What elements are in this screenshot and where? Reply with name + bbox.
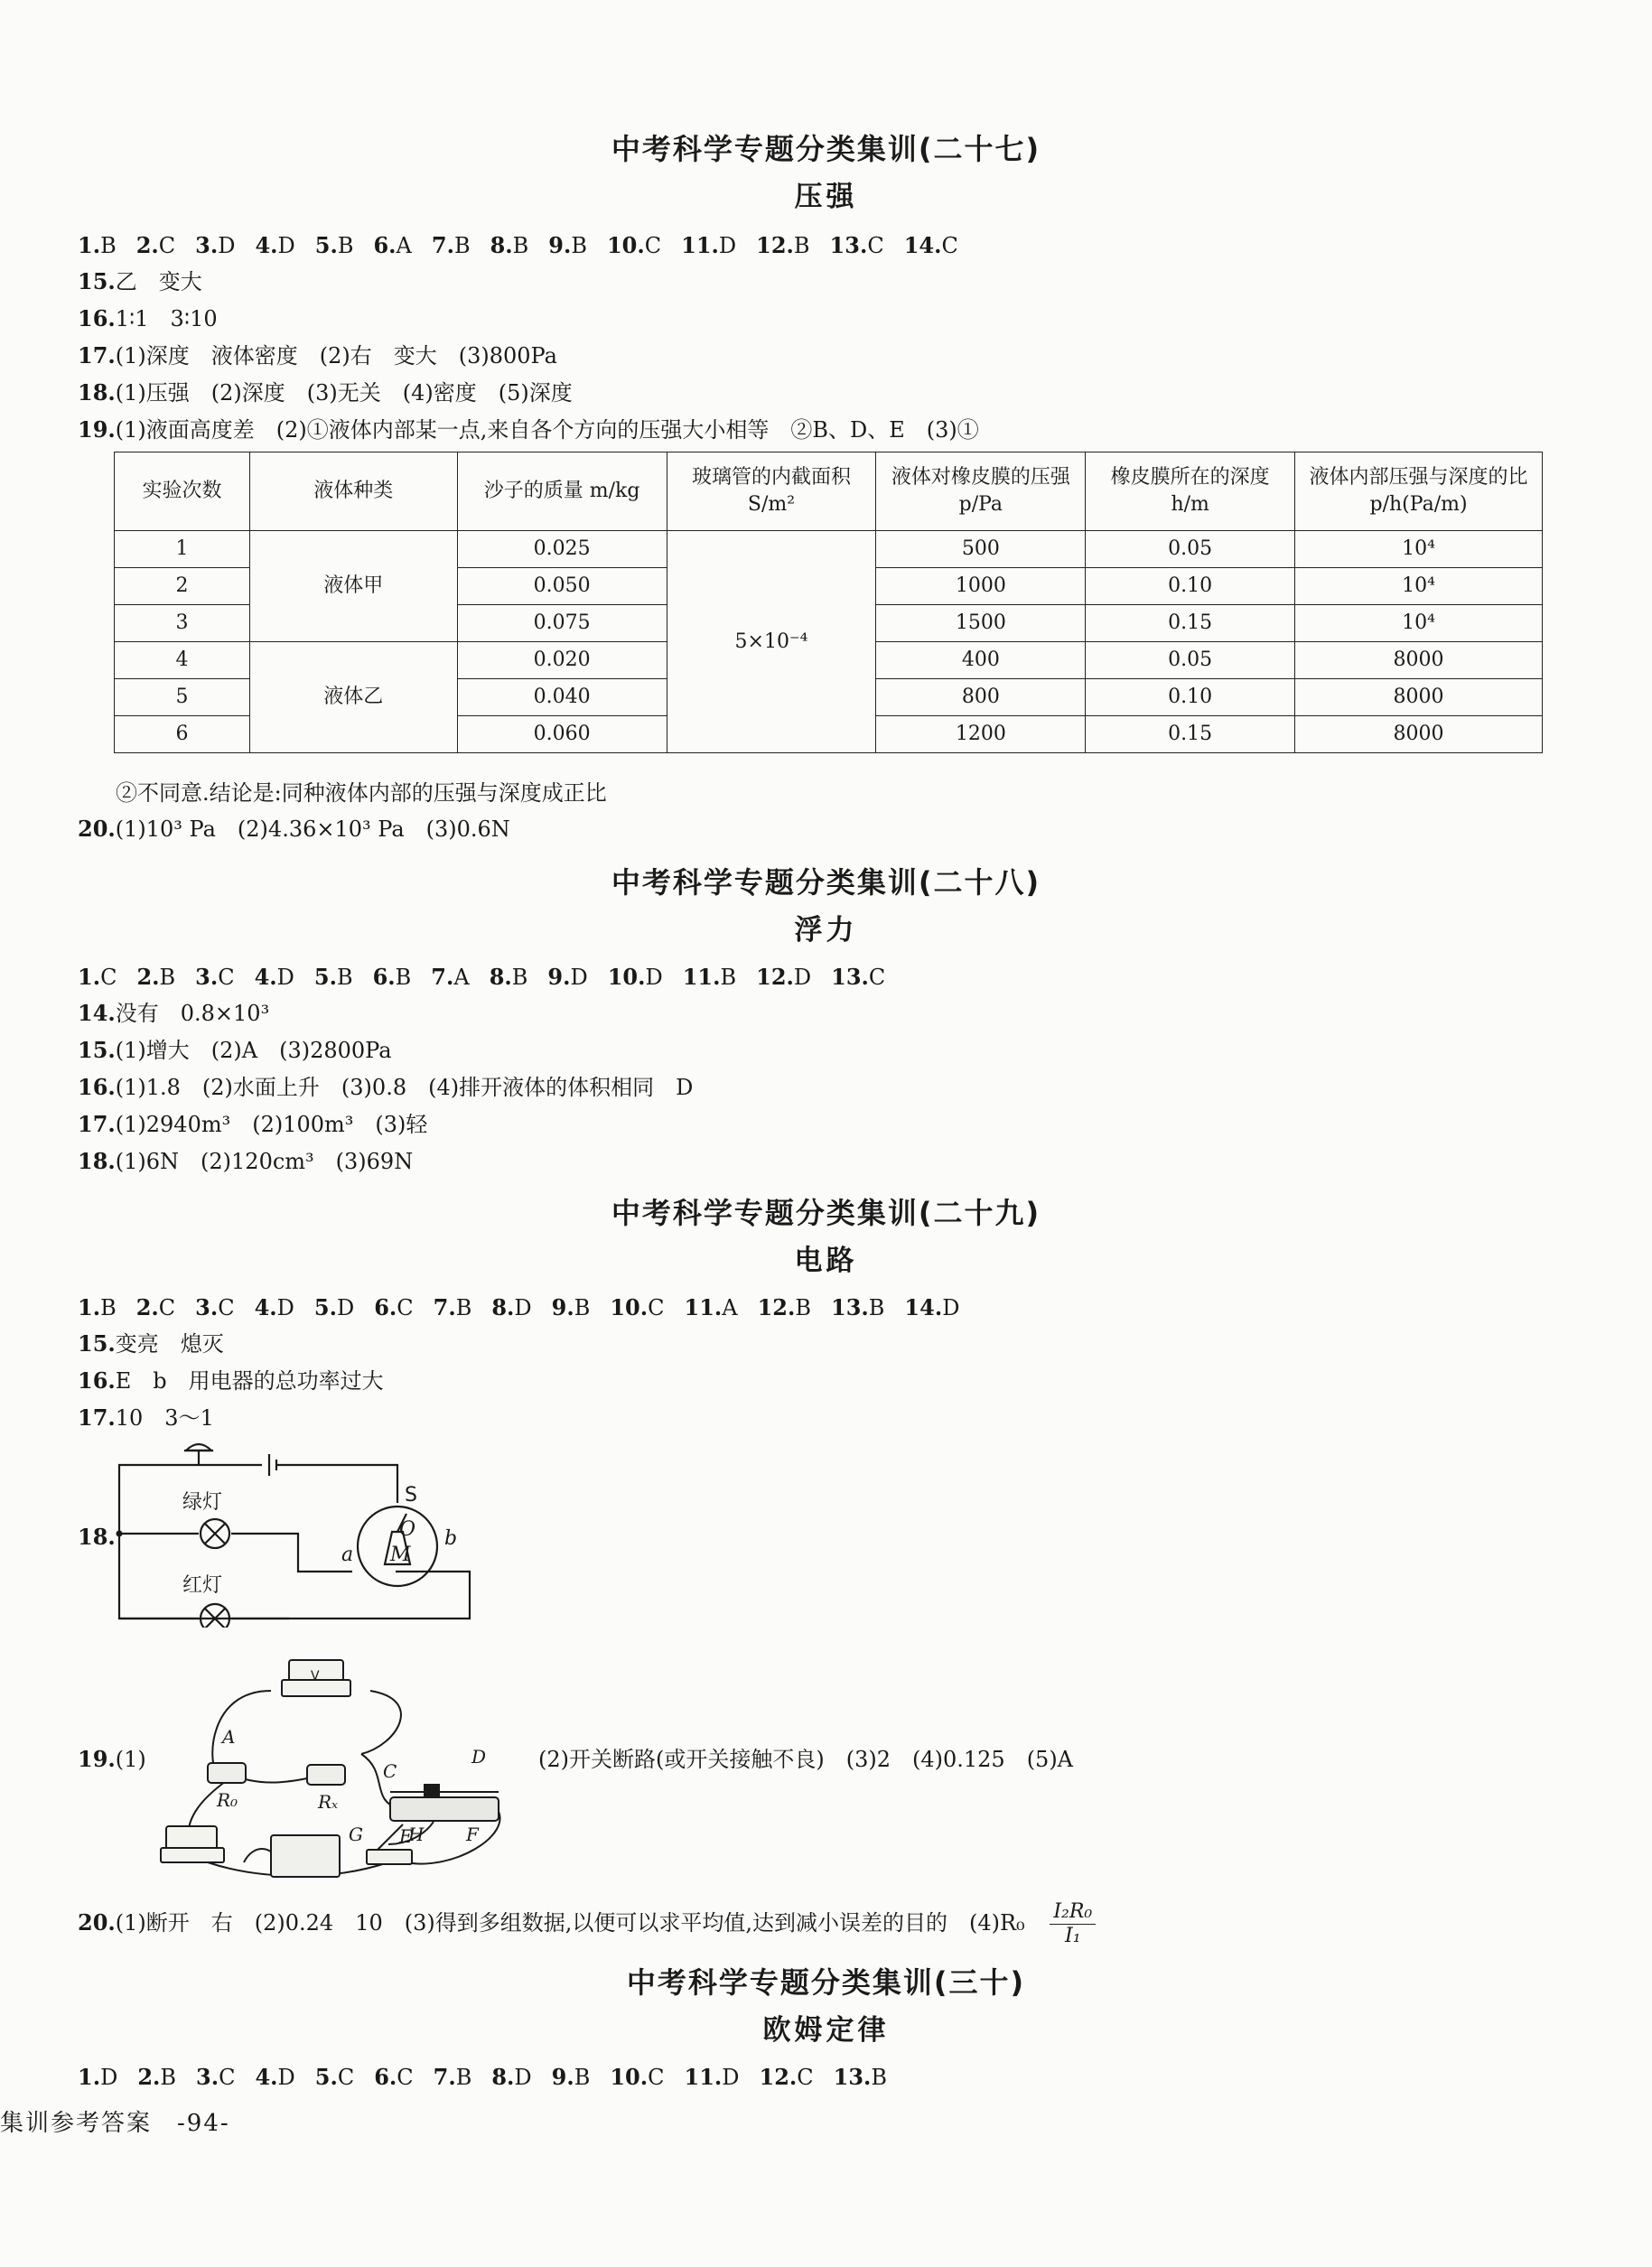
table-cell: 1200 bbox=[876, 716, 1086, 753]
answer-27-15 bbox=[78, 267, 202, 296]
mc-answer bbox=[756, 963, 811, 992]
question-number: 20. bbox=[78, 1909, 116, 1936]
mc-answer bbox=[78, 963, 117, 992]
answer-letter: A bbox=[453, 965, 470, 990]
answer-text: (1)6N (2)120cm³ (3)69N bbox=[115, 1149, 414, 1174]
section-title-28: 中考科学专题分类集训(二十八) bbox=[611, 865, 1041, 900]
answer-letter: B bbox=[455, 1295, 472, 1320]
answer-text: E b 用电器的总功率过大 bbox=[115, 1368, 384, 1394]
switch-label: S bbox=[405, 1484, 417, 1507]
answer-28-16 bbox=[78, 1073, 693, 1102]
mc-answer bbox=[490, 231, 529, 260]
mc-answers-29 bbox=[78, 1293, 979, 1322]
answer-letter: B bbox=[512, 233, 529, 258]
question-number: 19. bbox=[78, 416, 116, 443]
mc-answer bbox=[431, 963, 469, 992]
rheostat-icon bbox=[390, 1785, 499, 1821]
answer-letter: D bbox=[645, 965, 663, 990]
section-subtitle-29: 电路 bbox=[794, 1245, 858, 1277]
green-light-label: 绿灯 bbox=[182, 1491, 223, 1514]
question-number: 11. bbox=[684, 1294, 723, 1320]
mc-answer bbox=[137, 2063, 176, 2092]
question-number: 3. bbox=[196, 2064, 219, 2090]
point-c-label: C bbox=[383, 1760, 397, 1782]
question-number: 4. bbox=[254, 964, 277, 990]
section-subtitle-30: 欧姆定律 bbox=[762, 2014, 890, 2047]
table-header: 液体内部压强与深度的比 p/h(Pa/m) bbox=[1295, 452, 1543, 531]
question-number: 14. bbox=[904, 1294, 943, 1320]
answer-letter: C bbox=[337, 2065, 355, 2090]
answer-letter: C bbox=[867, 233, 884, 258]
mc-answer bbox=[491, 2063, 531, 2092]
table-cell: 2 bbox=[115, 568, 250, 605]
answer-letter: C bbox=[158, 233, 176, 258]
question-number: 6. bbox=[372, 964, 396, 990]
question-number: 6. bbox=[374, 2064, 397, 2090]
mc-answer bbox=[373, 231, 411, 260]
answer-letter: B bbox=[795, 1295, 812, 1320]
question-number: 2. bbox=[137, 2064, 161, 2090]
voltmeter-label: V bbox=[311, 1669, 320, 1684]
green-lamp-icon bbox=[201, 1519, 229, 1548]
mc-answer bbox=[255, 1293, 294, 1322]
table-cell-liquid: 液体乙 bbox=[249, 642, 457, 753]
question-number: 3. bbox=[195, 964, 219, 990]
answer-letter: C bbox=[100, 965, 117, 990]
answer-letter: B bbox=[100, 233, 117, 258]
answer-letter: C bbox=[397, 1295, 414, 1320]
answer-letter: B bbox=[453, 233, 471, 258]
answer-27-17 bbox=[78, 341, 557, 370]
table-cell: 0.020 bbox=[457, 642, 667, 679]
mc-answer bbox=[547, 963, 587, 992]
table-cell: 10⁴ bbox=[1295, 605, 1543, 642]
answer-28-14 bbox=[78, 999, 269, 1028]
answer-letter: A bbox=[396, 233, 412, 258]
question-number: 9. bbox=[547, 964, 571, 990]
mc-answer bbox=[552, 2063, 591, 2092]
resistor-rx-icon bbox=[307, 1765, 345, 1785]
question-number: 15. bbox=[78, 268, 116, 294]
answer-letter: D bbox=[793, 965, 812, 990]
question-number: 16. bbox=[78, 1367, 116, 1394]
experiment-apparatus-drawing bbox=[154, 1637, 524, 1882]
question-number: 4. bbox=[254, 1294, 277, 1320]
question-number: 10. bbox=[610, 1294, 649, 1320]
answer-letter: C bbox=[797, 2065, 814, 2090]
mc-answer bbox=[255, 231, 294, 260]
mc-answer bbox=[136, 231, 175, 260]
red-light-label: 红灯 bbox=[182, 1574, 223, 1597]
table-cell: 0.050 bbox=[457, 568, 667, 605]
mc-answer bbox=[195, 963, 234, 992]
question-number: 18. bbox=[78, 379, 116, 406]
question-number: 2. bbox=[135, 1294, 159, 1320]
question-number: 10. bbox=[607, 964, 646, 990]
question-number: 11. bbox=[681, 232, 719, 258]
question-number: 7. bbox=[431, 964, 454, 990]
mc-answer bbox=[548, 231, 587, 260]
answer-text: 没有 0.8×10³ bbox=[115, 1001, 270, 1026]
table-cell: 0.060 bbox=[457, 716, 667, 753]
answer-letter: B bbox=[395, 965, 412, 990]
table-cell-liquid: 液体甲 bbox=[249, 531, 457, 642]
table-header: 液体种类 bbox=[249, 452, 457, 531]
answer-29-19-rest: (2)开关断路(或开关接触不良) (3)2 (4)0.125 (5)A bbox=[538, 1747, 1074, 1772]
table-cell: 0.05 bbox=[1086, 642, 1295, 679]
question-number: 13. bbox=[829, 232, 868, 258]
question-number: 13. bbox=[831, 964, 869, 990]
table-cell: 6 bbox=[115, 716, 250, 753]
answer-text: (1)2940m³ (2)100m³ (3)轻 bbox=[115, 1112, 428, 1137]
answer-29-20 bbox=[78, 1900, 1096, 1948]
answer-letter: D bbox=[277, 2065, 295, 2090]
rx-label: Rₓ bbox=[318, 1791, 339, 1813]
table-cell: 0.025 bbox=[457, 531, 667, 568]
mc-answer bbox=[195, 231, 235, 260]
experiment-table bbox=[114, 452, 1543, 753]
table-cell: 10⁴ bbox=[1295, 568, 1543, 605]
question-number: 9. bbox=[548, 232, 572, 258]
section-title-29: 中考科学专题分类集训(二十九) bbox=[611, 1196, 1041, 1230]
resistor-r0-icon bbox=[208, 1763, 246, 1783]
junction-dot bbox=[117, 1531, 123, 1537]
mc-answer bbox=[432, 231, 471, 260]
table-cell: 1500 bbox=[876, 605, 1086, 642]
question-number: 7. bbox=[433, 1294, 456, 1320]
question-number: 2. bbox=[136, 964, 160, 990]
question-number: 5. bbox=[313, 1294, 337, 1320]
question-number: 8. bbox=[491, 1294, 515, 1320]
mc-answer bbox=[685, 2063, 740, 2092]
section-subtitle-28: 浮力 bbox=[794, 914, 858, 947]
question-number: 6. bbox=[374, 1294, 397, 1320]
mc-answer bbox=[434, 1293, 472, 1322]
answer-letter: D bbox=[718, 233, 737, 258]
table-cell: 10⁴ bbox=[1295, 531, 1543, 568]
answer-text: (1)断开 右 (2)0.24 10 (3)得到多组数据,以便可以求平均值,达到减小误差的目的 (4)R₀ bbox=[115, 1910, 1025, 1936]
answer-letter: B bbox=[337, 233, 354, 258]
answer-text: 10 3～1 bbox=[115, 1405, 214, 1431]
table-row bbox=[115, 531, 1543, 568]
answer-letter: B bbox=[100, 1295, 117, 1320]
question-number: 3. bbox=[195, 1294, 219, 1320]
mc-answer bbox=[904, 231, 958, 260]
answer-letter: B bbox=[574, 2065, 591, 2090]
section-subtitle-27: 压强 bbox=[794, 181, 858, 213]
mc-answer bbox=[315, 2063, 354, 2092]
question-number: 13. bbox=[833, 2064, 872, 2090]
question-number: 12. bbox=[759, 2064, 798, 2090]
mc-answer bbox=[758, 1293, 811, 1322]
mc-answer bbox=[434, 2063, 472, 2092]
mc-answer bbox=[834, 2063, 887, 2092]
answer-letter: B bbox=[571, 233, 587, 258]
point-h-label: H bbox=[408, 1824, 425, 1845]
table-cell-area: 5×10⁻⁴ bbox=[667, 531, 876, 753]
table-cell: 1 bbox=[115, 531, 250, 568]
table-cell: 500 bbox=[876, 531, 1086, 568]
mc-answer bbox=[490, 963, 528, 992]
answer-29-16 bbox=[78, 1367, 384, 1395]
answer-letter: C bbox=[219, 2065, 236, 2090]
answer-letter: C bbox=[158, 1295, 176, 1320]
table-cell: 5 bbox=[115, 679, 250, 716]
answer-letter: B bbox=[868, 1295, 885, 1320]
answer-text: (1)增大 (2)A (3)2800Pa bbox=[115, 1038, 392, 1063]
mc-answers-28 bbox=[78, 963, 905, 992]
question-number: 5. bbox=[313, 964, 337, 990]
answer-letter: B bbox=[574, 1295, 591, 1320]
mc-answer bbox=[760, 2063, 814, 2092]
answer-text: (1) bbox=[115, 1747, 146, 1772]
point-g-label: G bbox=[349, 1824, 363, 1845]
answer-letter: D bbox=[942, 1295, 960, 1320]
answer-29-17 bbox=[78, 1404, 214, 1432]
mc-answer bbox=[685, 1293, 738, 1322]
section-title-30: 中考科学专题分类集训(三十) bbox=[626, 1965, 1026, 2000]
answer-letter: D bbox=[570, 965, 588, 990]
question-number: 11. bbox=[684, 2064, 723, 2090]
ammeter-icon bbox=[161, 1826, 224, 1862]
table-header: 实验次数 bbox=[115, 452, 250, 531]
fraction-i2r0-over-i1 bbox=[1050, 1900, 1096, 1948]
answer-27-16 bbox=[78, 304, 218, 333]
contact-b-label: b bbox=[444, 1527, 458, 1550]
point-d-label: D bbox=[471, 1746, 487, 1768]
mc-answer bbox=[607, 231, 661, 260]
mc-answer bbox=[552, 1293, 591, 1322]
table-cell: 8000 bbox=[1295, 716, 1543, 753]
answer-28-17 bbox=[78, 1110, 427, 1139]
contact-a-label: a bbox=[341, 1544, 354, 1566]
answer-letter: D bbox=[100, 2065, 118, 2090]
point-f-label: F bbox=[466, 1824, 479, 1845]
question-number: 14. bbox=[78, 1000, 116, 1026]
question-number: 4. bbox=[255, 2064, 278, 2090]
question-number: 1. bbox=[78, 232, 101, 258]
mc-answer bbox=[610, 2063, 664, 2092]
table-header: 沙子的质量 m/kg bbox=[457, 452, 667, 531]
question-number: 6. bbox=[373, 232, 397, 258]
question-number: 10. bbox=[606, 232, 645, 258]
question-number: 18. bbox=[78, 1148, 116, 1174]
mc-answer bbox=[136, 1293, 175, 1322]
table-cell: 0.15 bbox=[1086, 605, 1295, 642]
answer-letter: D bbox=[277, 233, 295, 258]
answer-letter: B bbox=[336, 965, 353, 990]
mc-answer bbox=[374, 2063, 413, 2092]
question-number: 1. bbox=[78, 1294, 101, 1320]
table-cell: 0.075 bbox=[457, 605, 667, 642]
mc-answer bbox=[314, 963, 353, 992]
section-title-27: 中考科学专题分类集训(二十七) bbox=[611, 132, 1041, 166]
question-number: 12. bbox=[757, 1294, 796, 1320]
mc-answer bbox=[255, 2063, 294, 2092]
question-number: 2. bbox=[135, 232, 159, 258]
question-number: 10. bbox=[610, 2064, 649, 2090]
answer-letter: B bbox=[793, 233, 810, 258]
page-footer: 集训参考答案 -94- bbox=[0, 2110, 230, 2137]
motor-label: M bbox=[390, 1544, 411, 1566]
mc-answer bbox=[831, 1293, 884, 1322]
question-number: 9. bbox=[551, 2064, 574, 2090]
answer-28-15 bbox=[78, 1036, 392, 1065]
answer-letter: D bbox=[276, 1295, 294, 1320]
answer-letter: B bbox=[511, 965, 528, 990]
question-number: 17. bbox=[78, 1111, 116, 1137]
answer-letter: D bbox=[336, 1295, 355, 1320]
table-cell: 800 bbox=[876, 679, 1086, 716]
question-number: 19. bbox=[78, 1746, 116, 1772]
power-supply-icon bbox=[271, 1835, 340, 1877]
mc-answer bbox=[683, 963, 736, 992]
answer-27-19 bbox=[78, 415, 979, 444]
pivot-label: O bbox=[399, 1518, 416, 1541]
answer-letter: D bbox=[514, 2065, 532, 2090]
question-number: 3. bbox=[195, 232, 219, 258]
answer-text: 1∶1 3∶10 bbox=[115, 306, 218, 331]
mc-answer bbox=[608, 963, 663, 992]
answer-text: (1)1.8 (2)水面上升 (3)0.8 (4)排开液体的体积相同 D bbox=[115, 1075, 694, 1100]
table-cell: 400 bbox=[876, 642, 1086, 679]
answer-letter: B bbox=[871, 2065, 888, 2090]
fraction-numerator: I₂R₀ bbox=[1050, 1900, 1096, 1925]
answer-text: (1)10³ Pa (2)4.36×10³ Pa (3)0.6N bbox=[115, 816, 510, 842]
mc-answers-27 bbox=[78, 231, 978, 260]
question-number: 16. bbox=[78, 305, 116, 331]
red-lamp-icon bbox=[201, 1604, 229, 1628]
answer-letter: B bbox=[160, 2065, 177, 2090]
mc-answer bbox=[681, 231, 736, 260]
mc-answer bbox=[904, 1293, 959, 1322]
question-number: 15. bbox=[78, 1330, 116, 1357]
table-cell: 8000 bbox=[1295, 642, 1543, 679]
answer-letter: C bbox=[218, 1295, 235, 1320]
question-number: 18. bbox=[78, 1524, 116, 1550]
question-number: 17. bbox=[78, 1404, 116, 1431]
question-number: 20. bbox=[78, 816, 116, 842]
answer-letter: C bbox=[644, 233, 662, 258]
question-number: 11. bbox=[682, 964, 721, 990]
question-number: 7. bbox=[431, 232, 454, 258]
question-number: 15. bbox=[78, 1037, 116, 1063]
answer-27-20 bbox=[78, 815, 510, 844]
question-number: 16. bbox=[78, 1074, 116, 1100]
answer-letter: B bbox=[159, 965, 176, 990]
question-number: 4. bbox=[255, 232, 278, 258]
mc-answer bbox=[255, 963, 294, 992]
table-header: 液体对橡皮膜的压强 p/Pa bbox=[876, 452, 1086, 531]
mc-answers-30 bbox=[78, 2063, 907, 2092]
answer-letter: C bbox=[941, 233, 958, 258]
mc-answer bbox=[136, 963, 175, 992]
mc-answer bbox=[610, 1293, 664, 1322]
table-cell: 0.040 bbox=[457, 679, 667, 716]
question-number: 8. bbox=[490, 232, 513, 258]
point-e-label: E bbox=[399, 1825, 413, 1847]
mc-answer bbox=[314, 1293, 354, 1322]
question-number: 8. bbox=[491, 2064, 515, 2090]
mc-answer bbox=[78, 231, 117, 260]
answer-letter: C bbox=[218, 965, 235, 990]
table-cell: 4 bbox=[115, 642, 250, 679]
question-number: 9. bbox=[551, 1294, 574, 1320]
mc-answer bbox=[78, 1293, 117, 1322]
fraction-denominator: I₁ bbox=[1065, 1925, 1081, 1947]
mc-answer bbox=[373, 963, 412, 992]
mc-answer bbox=[491, 1293, 531, 1322]
answer-text: (1)液面高度差 (2)①液体内部某一点,来自各个方向的压强大小相等 ②B、D、E (3)① bbox=[115, 417, 979, 443]
mc-answer bbox=[756, 231, 809, 260]
question-number: 12. bbox=[756, 232, 794, 258]
point-a-label: A bbox=[222, 1726, 236, 1748]
answer-letter: C bbox=[648, 1295, 665, 1320]
question-number: 14. bbox=[903, 232, 942, 258]
mc-answer bbox=[196, 2063, 235, 2092]
answer-letter: D bbox=[514, 1295, 532, 1320]
table-header: 玻璃管的内截面积 S/m² bbox=[667, 452, 876, 531]
question-number: 7. bbox=[433, 2064, 456, 2090]
question-number: 1. bbox=[78, 2064, 101, 2090]
answer-text: 乙 变大 bbox=[115, 269, 202, 294]
question-number: 13. bbox=[831, 1294, 869, 1320]
mc-answer bbox=[830, 231, 884, 260]
question-number: 8. bbox=[489, 964, 512, 990]
answer-29-15 bbox=[78, 1329, 224, 1358]
table-cell: 0.15 bbox=[1086, 716, 1295, 753]
answer-text: (1)深度 液体密度 (2)右 变大 (3)800Pa bbox=[115, 343, 557, 369]
question-number: 1. bbox=[78, 964, 101, 990]
table-cell: 0.10 bbox=[1086, 568, 1295, 605]
mc-answer bbox=[374, 1293, 413, 1322]
question-number: 5. bbox=[314, 232, 338, 258]
question-number: 17. bbox=[78, 342, 116, 369]
table-header-row bbox=[115, 452, 1543, 531]
answer-27-19-note: ②不同意.结论是:同种液体内部的压强与深度成正比 bbox=[116, 780, 607, 806]
answer-letter: A bbox=[722, 1295, 738, 1320]
table-cell: 8000 bbox=[1295, 679, 1543, 716]
answer-letter: C bbox=[397, 2065, 414, 2090]
question-number: 12. bbox=[756, 964, 794, 990]
answer-letter: D bbox=[276, 965, 294, 990]
answer-29-19 bbox=[78, 1745, 146, 1774]
answer-text: 变亮 熄灭 bbox=[115, 1331, 224, 1357]
answer-letter: D bbox=[218, 233, 236, 258]
mc-answer bbox=[831, 963, 885, 992]
mc-answer bbox=[78, 2063, 117, 2092]
answer-letter: B bbox=[720, 965, 737, 990]
table-cell: 0.05 bbox=[1086, 531, 1295, 568]
answer-letter: C bbox=[868, 965, 886, 990]
mc-answer bbox=[195, 1293, 234, 1322]
traffic-light-circuit-diagram bbox=[108, 1438, 488, 1628]
table-header: 橡皮膜所在的深度 h/m bbox=[1086, 452, 1295, 531]
table-cell: 1000 bbox=[876, 568, 1086, 605]
table-cell: 3 bbox=[115, 605, 250, 642]
mc-answer bbox=[315, 231, 354, 260]
question-number: 5. bbox=[314, 2064, 338, 2090]
answer-letter: B bbox=[455, 2065, 472, 2090]
table-cell: 0.10 bbox=[1086, 679, 1295, 716]
answer-28-18 bbox=[78, 1147, 413, 1176]
answer-27-18 bbox=[78, 378, 573, 407]
r0-label: R₀ bbox=[217, 1789, 238, 1811]
answer-letter: C bbox=[648, 2065, 665, 2090]
answer-text: (1)压强 (2)深度 (3)无关 (4)密度 (5)深度 bbox=[115, 380, 573, 406]
answer-letter: D bbox=[722, 2065, 740, 2090]
